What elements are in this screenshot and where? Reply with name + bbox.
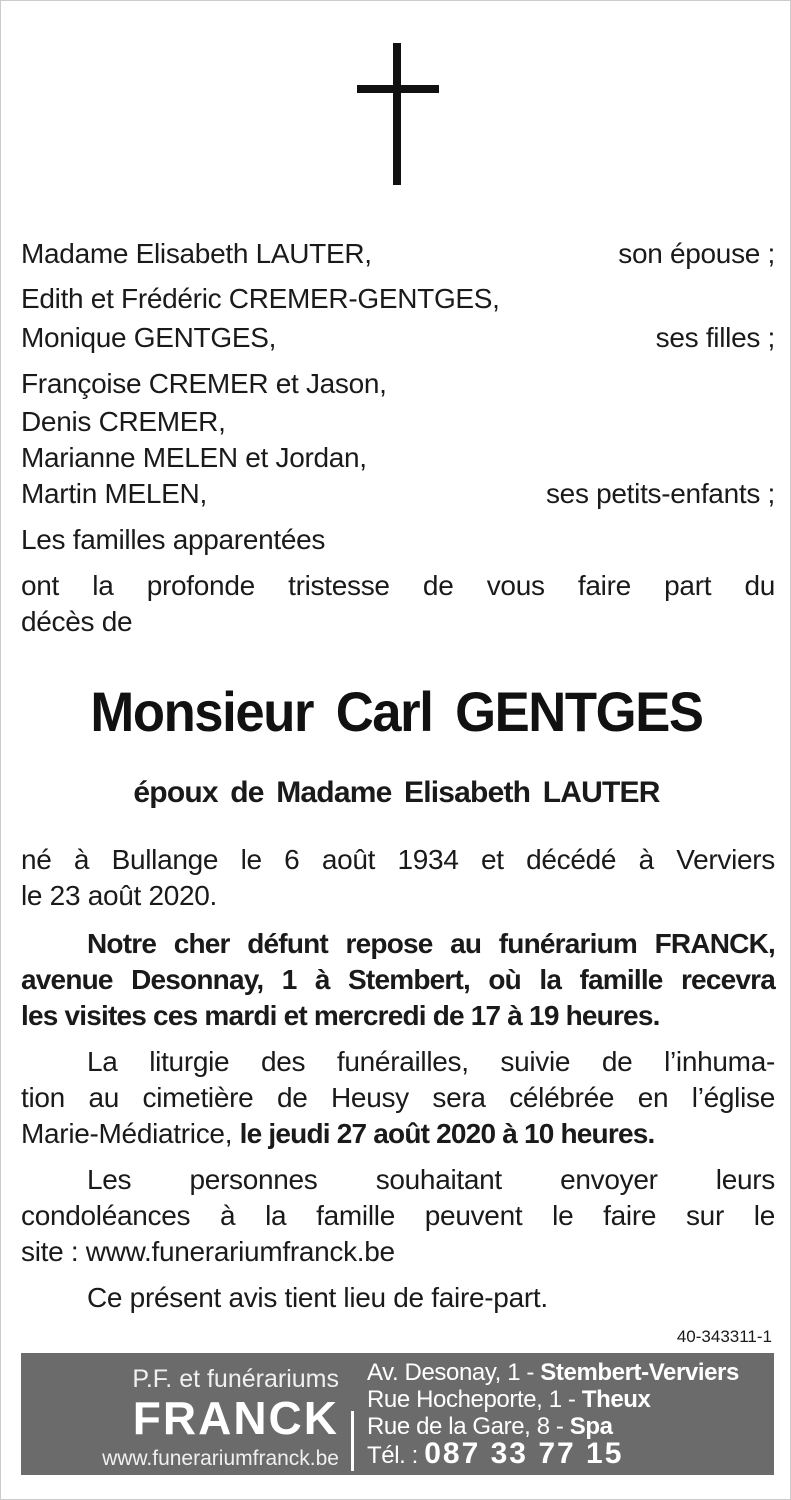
repose-line: les visites ces mardi et mercredi de 17 à 19 heures. [21, 1000, 660, 1031]
reference-number: 40-343311-1 [676, 1327, 772, 1346]
cross-icon [357, 43, 439, 185]
funeral-home-banner [21, 1353, 774, 1475]
footer-divider [351, 1411, 354, 1471]
family-row [21, 525, 775, 555]
footer-brand: FRANCK [132, 1392, 339, 1444]
family-name: Marianne MELEN et Jordan, [21, 442, 367, 473]
family-row [21, 443, 775, 473]
family-name: Monique GENTGES, [21, 322, 277, 353]
birth-line: le 23 août 2020. [21, 880, 218, 911]
repose-line: avenue Desonnay, 1 à Stembert, où la famille recevra [21, 964, 775, 995]
liturgy-church: Marie-Médiatrice, [21, 1118, 233, 1149]
liturgy-line: tion au cimetière de Heusy sera célébrée en l’église [21, 1082, 775, 1113]
family-name: Martin MELEN, [21, 478, 207, 509]
announce-line: ont la profonde tristesse de vous faire part du [21, 570, 775, 601]
family-row [21, 323, 775, 353]
family-relation: ses petits-enfants ; [545, 478, 775, 509]
footer-address: Av. Desonay, 1 - Stembert-Verviers [367, 1359, 739, 1386]
family-name: Les familles apparentées [21, 524, 326, 555]
condolence-line: site : www.funerariumfranck.be [21, 1236, 395, 1267]
deceased-name: Monsieur Carl GENTGES [90, 680, 703, 743]
spouse-line: époux de Madame Elisabeth LAUTER [133, 776, 660, 809]
condolence-line: Les personnes souhaitant envoyer leurs [87, 1164, 775, 1195]
announce-line: décès de [21, 606, 133, 637]
footer-address: Rue de la Gare, 8 - Spa [367, 1413, 613, 1440]
family-name: Françoise CREMER et Jason, [21, 368, 387, 399]
birth-line: né à Bullange le 6 août 1934 et décédé à Verviers [21, 844, 775, 875]
liturgy-date: le jeudi 27 août 2020 à 10 heures. [239, 1118, 655, 1149]
family-name: Denis CREMER, [21, 406, 226, 437]
family-row [21, 369, 775, 399]
footer-phone: Tél. : 087 33 77 15 [367, 1437, 624, 1470]
liturgy-line [21, 1119, 775, 1149]
family-row [21, 239, 775, 269]
family-name: Edith et Frédéric CREMER-GENTGES, [21, 283, 500, 314]
family-row [21, 407, 775, 437]
condolence-line: condoléances à la famille peuvent le faire sur le [21, 1200, 775, 1231]
footer-address: Rue Hocheporte, 1 - Theux [367, 1386, 651, 1413]
closing-line: Ce présent avis tient lieu de faire-part. [87, 1282, 548, 1313]
family-relation: son épouse ; [618, 238, 775, 269]
family-row [21, 284, 775, 314]
footer-subtitle: P.F. et funérariums [132, 1365, 339, 1393]
family-relation: ses filles ; [655, 322, 775, 353]
family-name: Madame Elisabeth LAUTER, [21, 238, 372, 269]
repose-line: Notre cher défunt repose au funérarium FRANCK, [87, 928, 775, 959]
footer-website: www.funerariumfranck.be [102, 1447, 339, 1470]
liturgy-line: La liturgie des funérailles, suivie de l’inhuma- [87, 1046, 775, 1077]
family-row [21, 479, 775, 509]
